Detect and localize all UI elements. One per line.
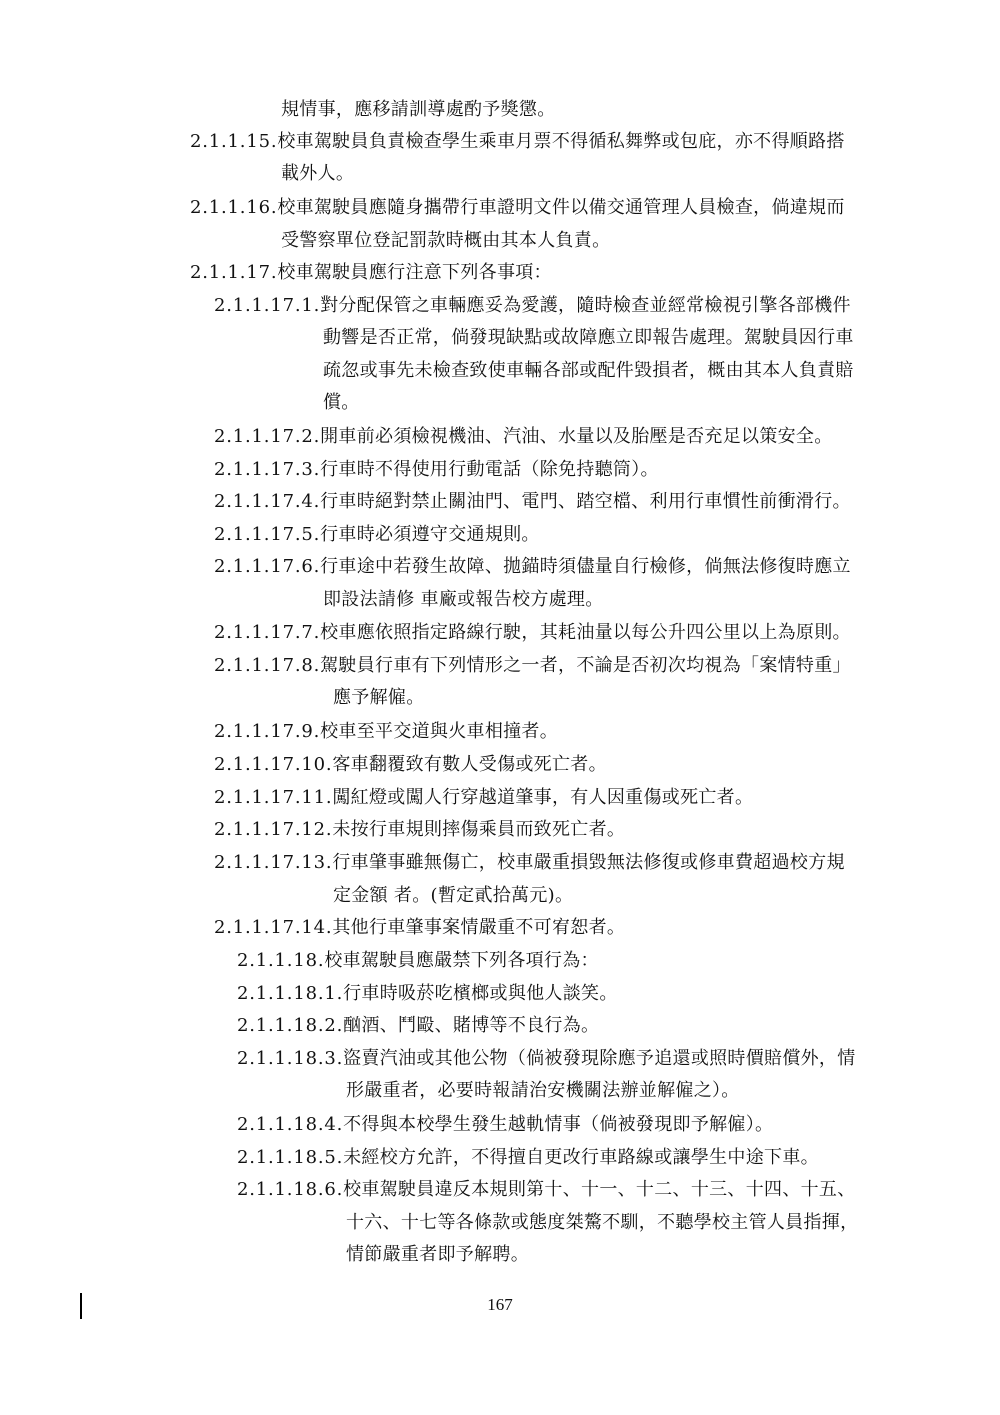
item-number: 2.1.1.18.4. xyxy=(237,1114,344,1135)
page-number: 167 xyxy=(487,1295,513,1314)
item-number: 2.1.1.18. xyxy=(237,950,325,971)
item-text: 其他行車肇事案情嚴重不可宥恕者。 xyxy=(332,917,626,938)
item-text: 行車時絕對禁止關油門、電門、踏空檔、利用行車慣性前衝滑行。 xyxy=(320,491,851,512)
item-number: 2.1.1.17.11. xyxy=(214,787,333,808)
numbered-item xyxy=(214,654,851,678)
numbered-item xyxy=(190,130,845,154)
item-text: 校車駕駛員應行注意下列各事項： xyxy=(277,262,552,283)
numbered-item xyxy=(214,818,625,842)
item-number: 2.1.1.17.5. xyxy=(214,524,321,545)
numbered-item xyxy=(237,1146,819,1170)
text-line: 形嚴重者，必要時報請治安機關法辦並解僱之）。 xyxy=(346,1080,740,1101)
item-number: 2.1.1.17. xyxy=(190,262,278,283)
item-number: 2.1.1.18.3. xyxy=(237,1048,344,1069)
numbered-item xyxy=(214,490,851,514)
numbered-item xyxy=(214,720,558,744)
item-number: 2.1.1.17.12. xyxy=(214,819,333,840)
numbered-item xyxy=(237,1014,599,1038)
text-line: 疏忽或事先未檢查致使車輛各部或配件毀損者，概由其本人負責賠 xyxy=(323,360,854,381)
numbered-item xyxy=(214,458,659,482)
numbered-item xyxy=(214,555,851,579)
item-text: 行車肇事雖無傷亡，校車嚴重損毀無法修復或修車費超過校方規 xyxy=(332,852,845,873)
item-text: 行車途中若發生故障、拋錨時須儘量自行檢修，倘無法修復時應立 xyxy=(320,556,851,577)
item-number: 2.1.1.17.14. xyxy=(214,917,333,938)
item-number: 2.1.1.17.1. xyxy=(214,295,321,316)
item-text: 開車前必須檢視機油、汽油、水量以及胎壓是否充足以策安全。 xyxy=(320,426,833,447)
item-number: 2.1.1.17.3. xyxy=(214,459,321,480)
numbered-item xyxy=(214,425,833,449)
item-number: 2.1.1.17.8. xyxy=(214,655,321,676)
text-line: 定金額 者。(暫定貳拾萬元)。 xyxy=(333,885,574,906)
item-number: 2.1.1.17.9. xyxy=(214,721,321,742)
numbered-item xyxy=(237,1047,856,1071)
numbered-item xyxy=(237,1113,773,1137)
item-text: 不得與本校學生發生越軌情事（倘被發現即予解僱）。 xyxy=(343,1114,774,1135)
item-number: 2.1.1.17.13. xyxy=(214,852,333,873)
item-text: 行車時不得使用行動電話（除免持聽筒）。 xyxy=(320,459,659,480)
text-line: 規情事，應移請訓導處酌予獎懲。 xyxy=(281,99,556,120)
item-text: 校車駕駛員應嚴禁下列各項行為： xyxy=(324,950,599,971)
text-line: 應予解僱。 xyxy=(333,687,425,708)
item-text: 未按行車規則摔傷乘員而致死亡者。 xyxy=(332,819,626,840)
text-line: 載外人。 xyxy=(281,163,355,184)
item-number: 2.1.1.17.4. xyxy=(214,491,321,512)
item-number: 2.1.1.18.5. xyxy=(237,1147,344,1168)
item-number: 2.1.1.15. xyxy=(190,131,278,152)
numbered-item xyxy=(190,261,552,285)
numbered-item xyxy=(214,753,607,777)
item-text: 校車應依照指定路線行駛，其耗油量以每公升四公里以上為原則。 xyxy=(320,622,851,643)
item-number: 2.1.1.17.2. xyxy=(214,426,321,447)
item-number: 2.1.1.18.2. xyxy=(237,1015,344,1036)
text-line: 即設法請修 車廠或報告校方處理。 xyxy=(323,589,604,610)
numbered-item xyxy=(214,851,845,875)
item-number: 2.1.1.17.10. xyxy=(214,754,333,775)
text-line: 情節嚴重者即予解聘。 xyxy=(346,1244,529,1265)
numbered-item xyxy=(214,523,540,547)
item-text: 駕駛員行車有下列情形之一者，不論是否初次均視為「案情特重」 xyxy=(320,655,851,676)
numbered-item xyxy=(190,196,845,220)
item-text: 酗酒、鬥毆、賭博等不良行為。 xyxy=(343,1015,600,1036)
item-number: 2.1.1.17.6. xyxy=(214,556,321,577)
numbered-item xyxy=(214,916,625,940)
item-text: 行車時必須遵守交通規則。 xyxy=(320,524,540,545)
numbered-item xyxy=(237,949,599,973)
numbered-item xyxy=(214,621,851,645)
item-text: 客車翻覆致有數人受傷或死亡者。 xyxy=(332,754,607,775)
numbered-item xyxy=(214,294,851,318)
numbered-item xyxy=(237,1178,856,1202)
item-text: 盜賣汽油或其他公物（倘被發現除應予追還或照時價賠償外，情 xyxy=(343,1048,856,1069)
item-text: 校車駕駛員違反本規則第十、十一、十二、十三、十四、十五、 xyxy=(343,1179,856,1200)
text-line: 償。 xyxy=(323,392,360,413)
item-number: 2.1.1.16. xyxy=(190,197,278,218)
text-line: 動響是否正常，倘發現缺點或故障應立即報告處理。駕駛員因行車 xyxy=(323,327,854,348)
item-text: 校車至平交道與火車相撞者。 xyxy=(320,721,559,742)
item-number: 2.1.1.18.1. xyxy=(237,983,344,1004)
numbered-item xyxy=(214,786,753,810)
item-text: 行車時吸菸吃檳榔或與他人談笑。 xyxy=(343,983,618,1004)
text-line: 十六、十七等各條款或態度桀驁不馴，不聽學校主管人員指揮， xyxy=(346,1212,859,1233)
text-line: 受警察單位登記罰款時概由其本人負責。 xyxy=(281,230,611,251)
numbered-item xyxy=(237,982,618,1006)
item-number: 2.1.1.17.7. xyxy=(214,622,321,643)
item-text: 校車駕駛員應隨身攜帶行車證明文件以備交通管理人員檢查，倘違規而 xyxy=(277,197,845,218)
item-number: 2.1.1.18.6. xyxy=(237,1179,344,1200)
item-text: 未經校方允許，不得擅自更改行車路線或讓學生中途下車。 xyxy=(343,1147,819,1168)
item-text: 闖紅燈或闖人行穿越道肇事，有人因重傷或死亡者。 xyxy=(332,787,754,808)
item-text: 對分配保管之車輛應妥為愛護，隨時檢查並經常檢視引擎各部機件 xyxy=(320,295,851,316)
item-text: 校車駕駛員負責檢查學生乘車月票不得循私舞弊或包庇，亦不得順路搭 xyxy=(277,131,845,152)
